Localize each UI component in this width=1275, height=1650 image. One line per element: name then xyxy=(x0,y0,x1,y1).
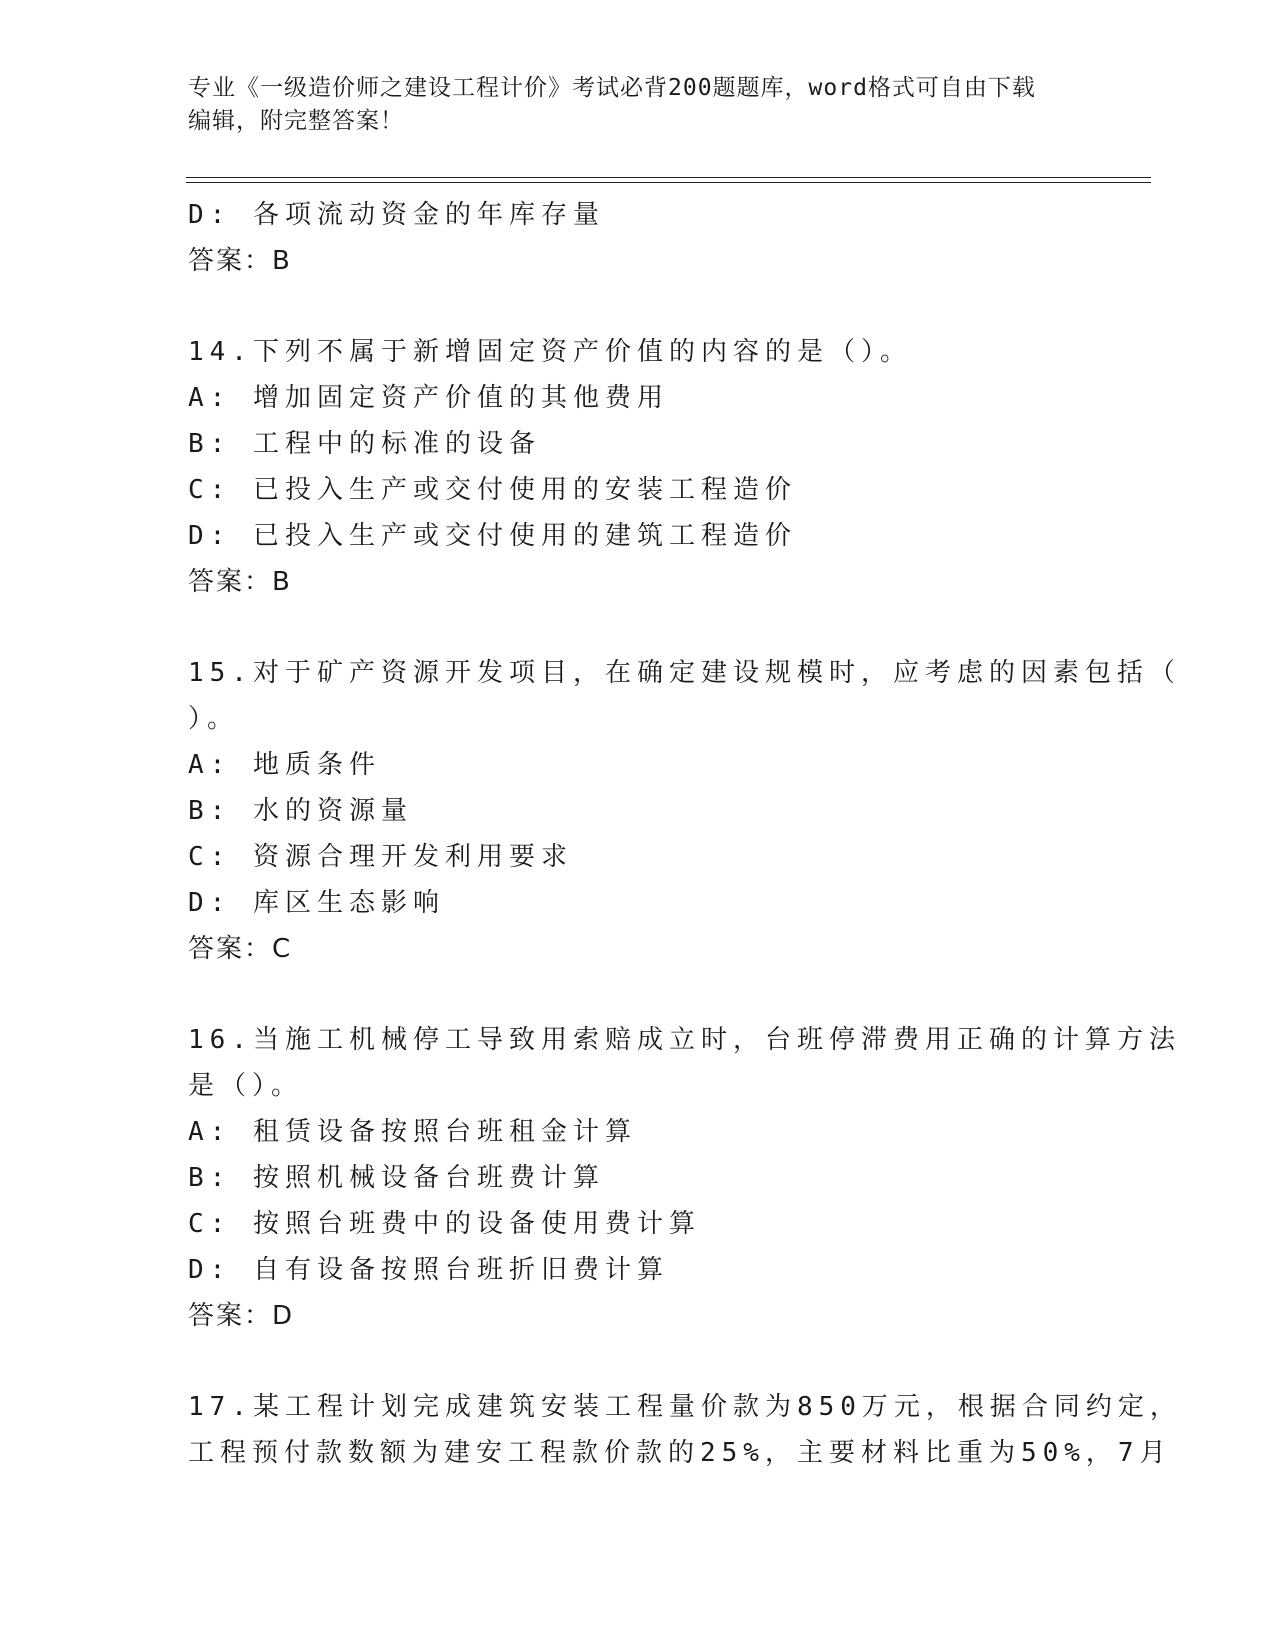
question-content xyxy=(188,192,1182,1476)
question-stem-line-1: 16.当施工机械停工导致用索赔成立时，台班停滞费用正确的计算方法 xyxy=(188,1025,1181,1055)
header-divider-top xyxy=(186,177,1151,178)
question-stem-line-2: 是（）。 xyxy=(188,1071,304,1101)
answer-line: 答案：B xyxy=(188,567,292,597)
question-15 xyxy=(188,650,1181,972)
option-d: D: 各项流动资金的年库存量 xyxy=(188,200,605,230)
question-stem-line-1: 15.对于矿产资源开发项目，在确定建设规模时，应考虑的因素包括（ xyxy=(188,658,1181,688)
option-a: A: 地质条件 xyxy=(188,750,381,780)
previous-question-tail xyxy=(188,192,1088,284)
spacer xyxy=(188,972,1088,1017)
option-c: C: 已投入生产或交付使用的安装工程造价 xyxy=(188,475,797,505)
option-d: D: 已投入生产或交付使用的建筑工程造价 xyxy=(188,521,797,551)
spacer xyxy=(188,605,1088,650)
answer-line: 答案：C xyxy=(188,934,293,964)
option-c: C: 资源合理开发利用要求 xyxy=(188,842,573,872)
answer-line: 答案：D xyxy=(188,1301,295,1331)
answer-line: 答案：B xyxy=(188,246,292,276)
option-d: D: 库区生态影响 xyxy=(188,888,445,918)
question-stem-line-2: 工程预付款数额为建安工程款价款的25%，主要材料比重为50%，7月 xyxy=(188,1438,1172,1468)
option-b: B: 水的资源量 xyxy=(188,796,413,826)
option-a: A: 租赁设备按照台班租金计算 xyxy=(188,1117,637,1147)
option-c: C: 按照台班费中的设备使用费计算 xyxy=(188,1209,701,1239)
option-b: B: 工程中的标准的设备 xyxy=(188,429,541,459)
header-divider-bottom xyxy=(186,182,1151,183)
header-line-1: 专业《一级造价师之建设工程计价》考试必背200题题库，word格式可自由下载 xyxy=(188,75,1036,101)
header-line-2: 编辑，附完整答案！ xyxy=(188,108,404,134)
question-stem-line-2: ）。 xyxy=(188,704,240,734)
option-b: B: 按照机械设备台班费计算 xyxy=(188,1163,605,1193)
option-a: A: 增加固定资产价值的其他费用 xyxy=(188,383,669,413)
spacer xyxy=(188,1339,1088,1384)
page-header xyxy=(188,72,1068,138)
question-stem-line-1: 17.某工程计划完成建筑安装工程量价款为850万元，根据合同约定， xyxy=(188,1392,1182,1422)
option-d: D: 自有设备按照台班折旧费计算 xyxy=(188,1255,669,1285)
question-16 xyxy=(188,1017,1181,1339)
question-17 xyxy=(188,1384,1182,1476)
question-14 xyxy=(188,329,1088,605)
question-stem: 14.下列不属于新增固定资产价值的内容的是（）。 xyxy=(188,337,912,367)
spacer xyxy=(188,284,1088,329)
